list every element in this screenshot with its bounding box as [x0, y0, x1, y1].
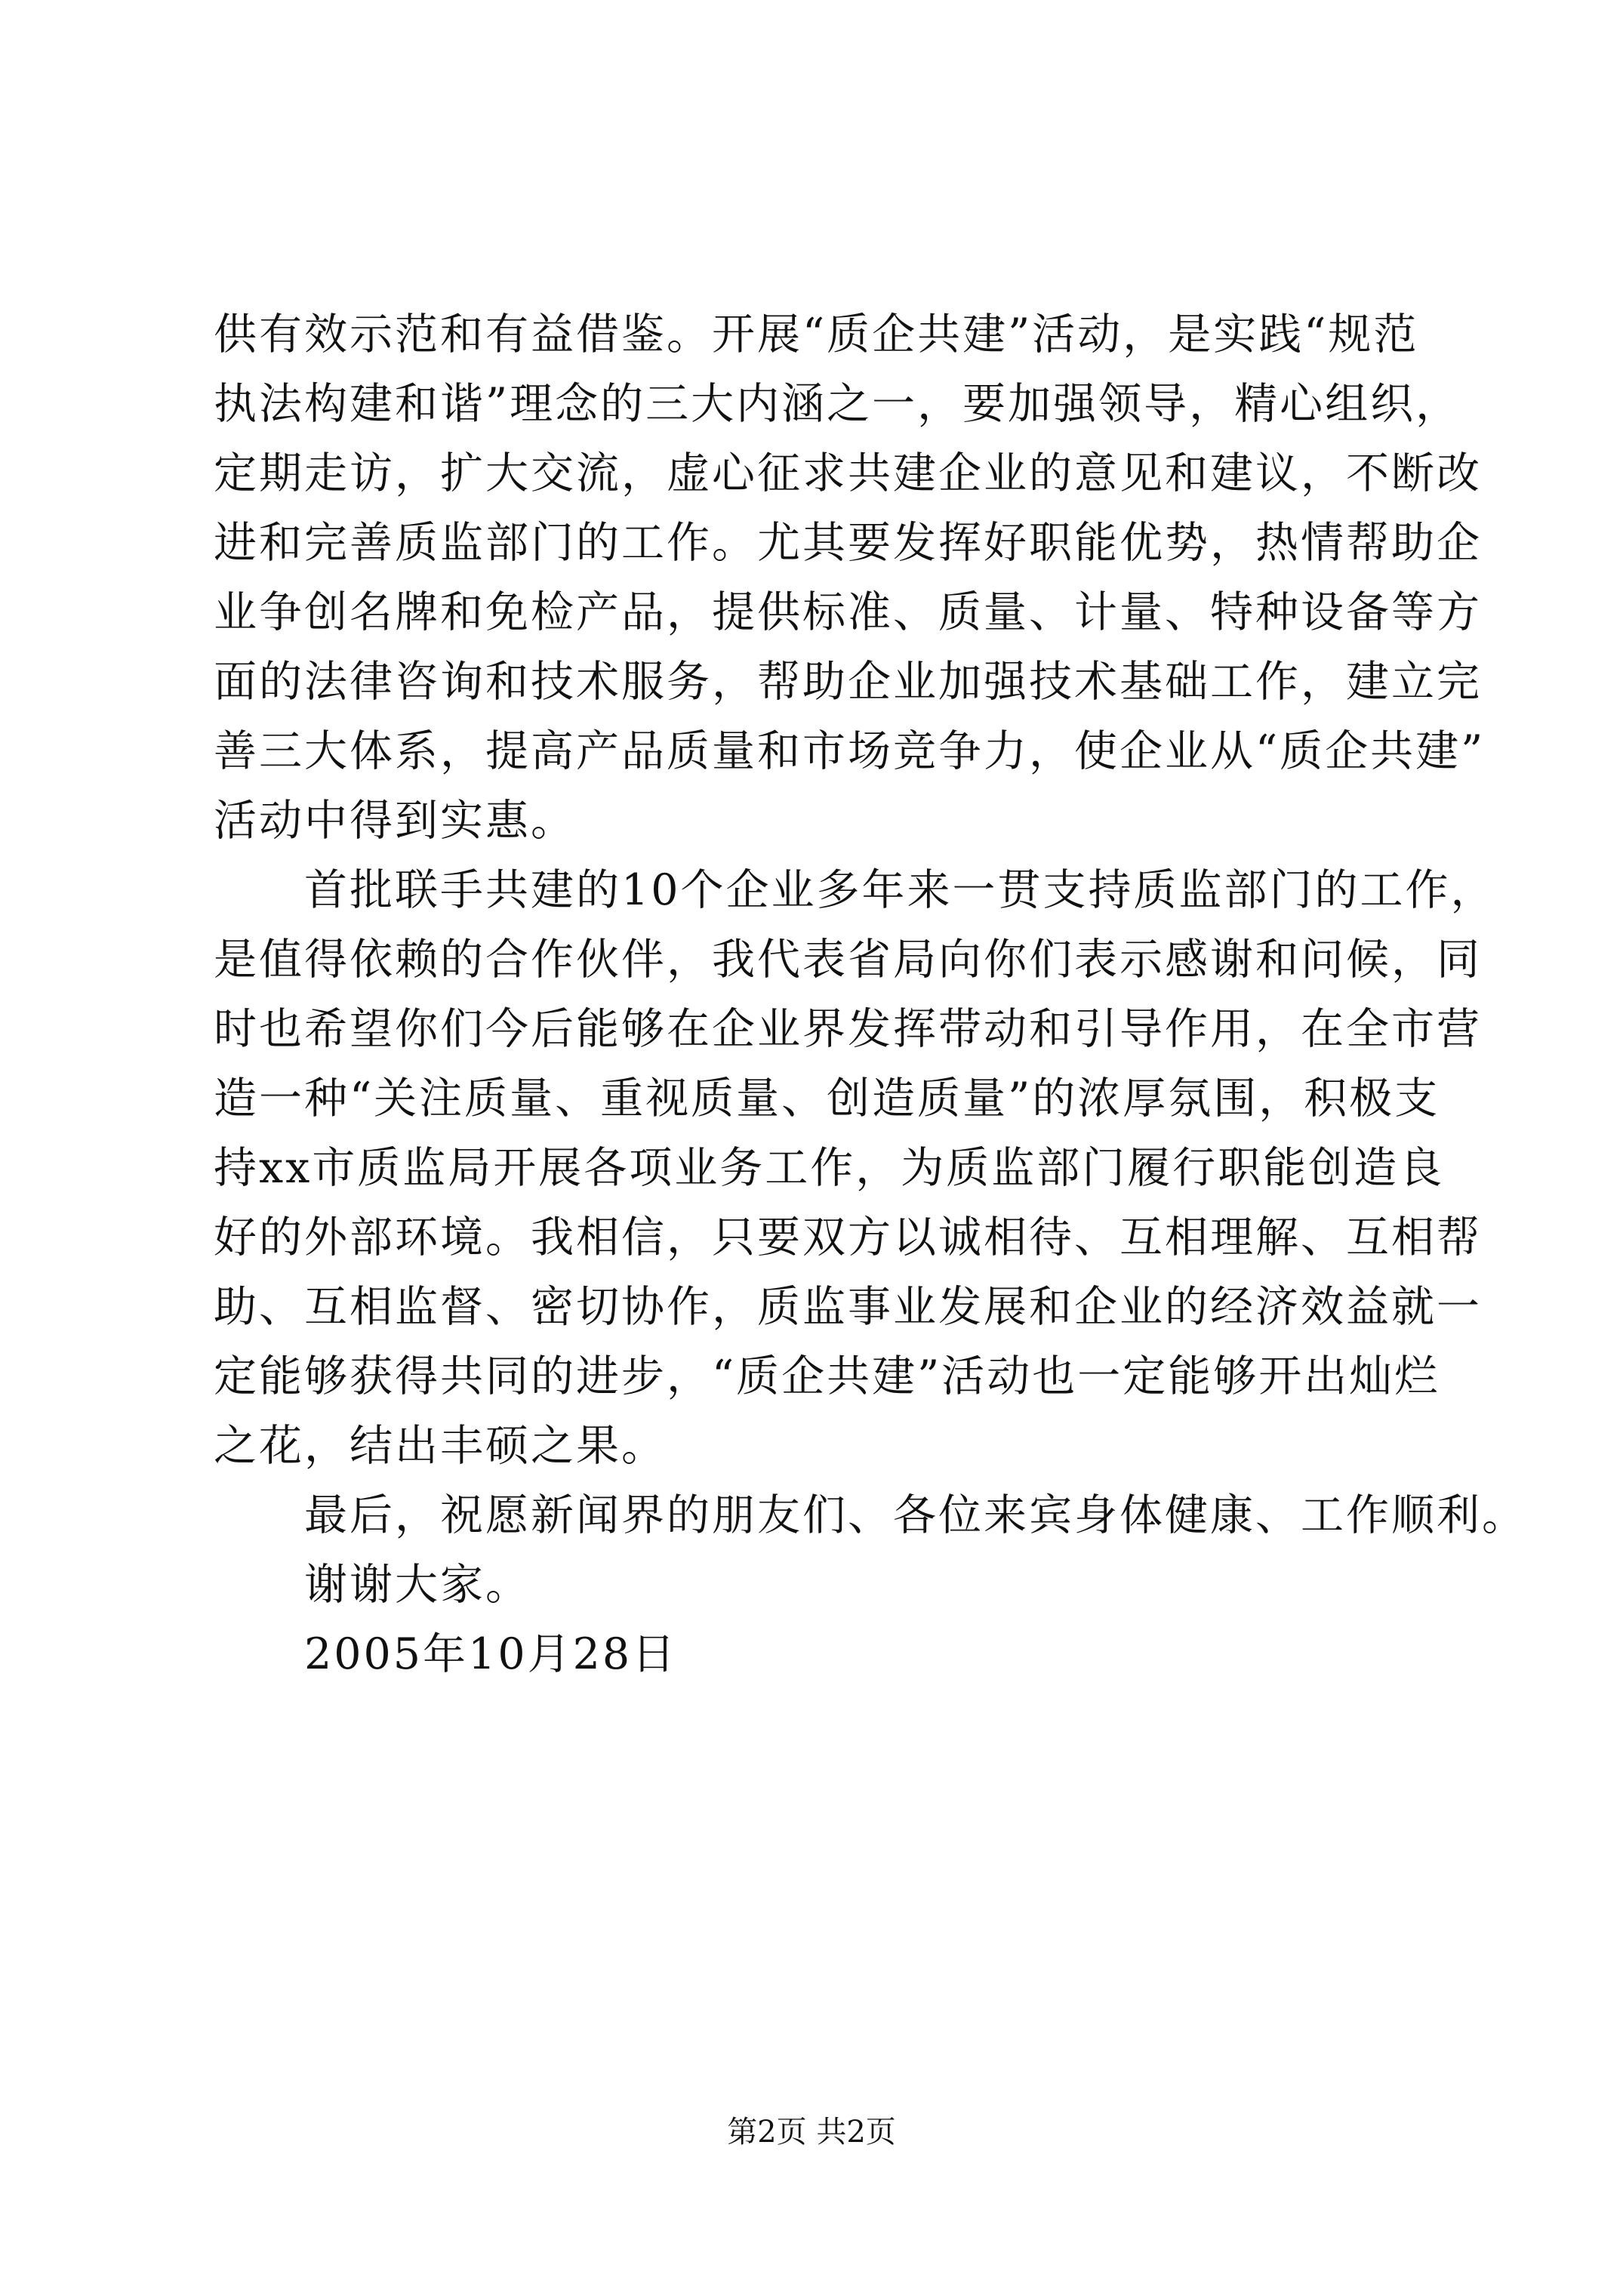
- paragraph-2-line-4: 造一种“关注质量、重视质量、创造质量”的浓厚氛围，积极支: [214, 1074, 1440, 1123]
- paragraph-1-line-3: 定期走访，扩大交流，虚心征求共建企业的意见和建议，不断改: [214, 448, 1482, 498]
- paragraph-1-line-2: 执法构建和谐”理念的三大内涵之一，要加强领导，精心组织，: [214, 379, 1461, 429]
- paragraph-1-line-4: 进和完善质监部门的工作。尤其要发挥好职能优势，热情帮助企: [214, 518, 1482, 568]
- date-line: 2005年10月28日: [304, 1629, 678, 1679]
- paragraph-2-line-7: 助、互相监督、密切协作，质监事业发展和企业的经济效益就一: [214, 1282, 1482, 1332]
- paragraph-1-line-5: 业争创名牌和免检产品，提供标准、质量、计量、特种设备等方: [214, 587, 1482, 637]
- page-number-footer: 第2页 共2页: [727, 2115, 896, 2150]
- paragraph-1-line-7: 善三大体系，提高产品质量和市场竞争力，使企业从“质企共建”: [214, 726, 1486, 776]
- thanks-line: 谢谢大家。: [304, 1560, 531, 1610]
- paragraph-2-line-3: 时也希望你们今后能够在企业界发挥带动和引导作用，在全市营: [214, 1004, 1482, 1054]
- paragraph-1-line-1: 供有效示范和有益借鉴。开展“质企共建”活动，是实践“规范: [214, 310, 1419, 359]
- closing-line: 最后，祝愿新闻界的朋友们、各位来宾身体健康、工作顺利。: [304, 1490, 1527, 1540]
- paragraph-2-line-5: 持xx市质监局开展各项业务工作，为质监部门履行职能创造良: [214, 1143, 1445, 1193]
- paragraph-2-line-1: 首批联手共建的10个企业多年来一贯支持质监部门的工作，: [304, 865, 1496, 915]
- paragraph-2-line-9: 之花，结出丰硕之果。: [214, 1421, 667, 1471]
- paragraph-2-line-8: 定能够获得共同的进步，“质企共建”活动也一定能够开出灿烂: [214, 1351, 1440, 1401]
- paragraph-1-line-6: 面的法律咨询和技术服务，帮助企业加强技术基础工作，建立完: [214, 657, 1482, 707]
- paragraph-2-line-6: 好的外部环境。我相信，只要双方以诚相待、互相理解、互相帮: [214, 1213, 1482, 1262]
- paragraph-1-line-8: 活动中得到实惠。: [214, 796, 576, 846]
- paragraph-2-line-2: 是值得依赖的合作伙伴，我代表省局向你们表示感谢和问候，同: [214, 935, 1482, 985]
